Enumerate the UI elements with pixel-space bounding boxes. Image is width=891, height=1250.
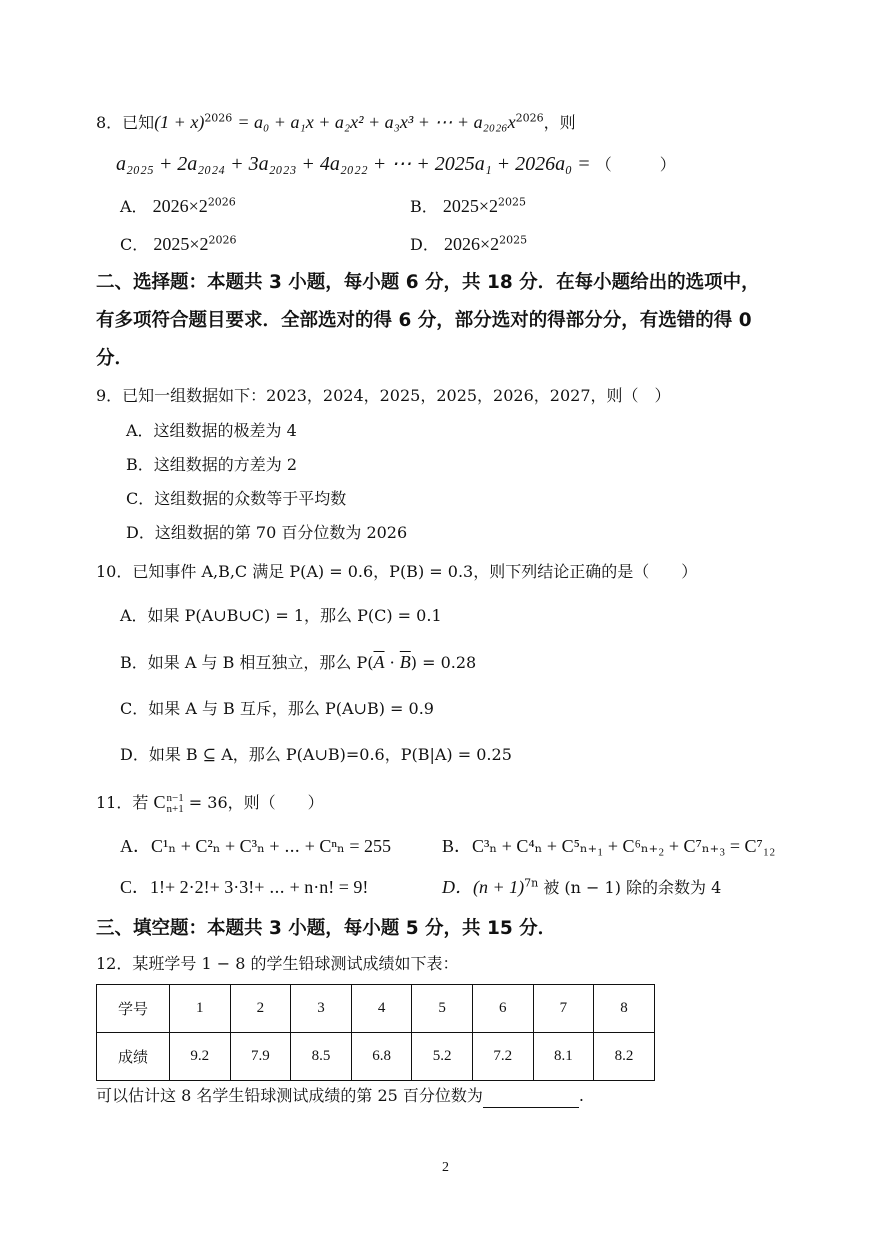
- q11-prefix: 11．若: [96, 793, 149, 812]
- scores-table: [96, 984, 655, 1081]
- q12-question: [96, 1084, 584, 1108]
- table-cell: 8: [594, 985, 655, 1033]
- table-cell: 5.2: [412, 1033, 473, 1081]
- table-cell: 1: [170, 985, 231, 1033]
- table-cell: 9.2: [170, 1033, 231, 1081]
- q11-option-a: A．C¹ₙ + C²ₙ + C³ₙ + ⋯ + Cⁿₙ = 255: [120, 836, 391, 856]
- section2-heading: [96, 264, 796, 378]
- q11-c-sup: n−1: [166, 791, 184, 804]
- table-row: [97, 1033, 655, 1081]
- option-value: 2025×2: [153, 234, 209, 254]
- table-header-score: 成绩: [97, 1033, 170, 1081]
- table-cell: 4: [351, 985, 412, 1033]
- q11-option-d: [442, 875, 721, 900]
- q11-combination: C n−1 n+1: [153, 791, 184, 815]
- option-value: 2025×2: [442, 196, 499, 216]
- table-header-id: 学号: [97, 985, 170, 1033]
- table-cell: 7.9: [230, 1033, 291, 1081]
- q10-optb-a-complement: $\overline{A}$: [373, 652, 385, 672]
- option-label: A．: [120, 197, 148, 216]
- option-sup: 2025: [499, 233, 528, 247]
- table-cell: 3: [291, 985, 352, 1033]
- q9-option-a: A．这组数据的极差为 4: [126, 421, 297, 440]
- section2-line1: 二、选择题：本题共 3 小题，每小题 6 分，共 18 分．在每小题给出的选项中，: [96, 272, 760, 293]
- table-cell: 5: [412, 985, 473, 1033]
- q12-stem: 12．某班学号 1 − 8 的学生铅球测试成绩如下表：: [96, 954, 459, 973]
- q9-option-d: D．这组数据的第 70 百分位数为 2026: [126, 523, 408, 542]
- table-cell: 8.5: [291, 1033, 352, 1081]
- q8-expression: a₂₀₂₅ + 2a₂₀₂₄ + 3a₂₀₂₃ + 4a₂₀₂₂ + ⋯ + 2025a₁ + 2026a₀ =: [116, 153, 591, 175]
- q11-option-b: B．C³ₙ + C⁴ₙ + C⁵ₙ₊₁ + C⁶ₙ₊₂ + C⁷ₙ₊₃ = C⁷₁₂: [442, 836, 776, 856]
- section3-heading: 三、填空题：本题共 3 小题，每小题 5 分，共 15 分．: [96, 918, 557, 939]
- q8-answer-bracket: （ ）: [595, 155, 676, 174]
- option-label: B．: [410, 197, 438, 216]
- q12-question-text: 可以估计这 8 名学生铅球测试成绩的第 25 百分位数为: [96, 1086, 483, 1105]
- q10-option-b: [120, 650, 476, 675]
- option-sup: 2026: [207, 195, 236, 209]
- q8-line1: [96, 110, 576, 135]
- q10-option-c: C．如果 A 与 B 互斥，那么 P(A∪B) = 0.9: [120, 699, 434, 718]
- q8-option-a: [120, 194, 236, 219]
- table-row: [97, 985, 655, 1033]
- table-cell: 8.2: [594, 1033, 655, 1081]
- q8-expr2: = a₀ + a₁x + a₂x² + a₃x³ + ⋯ + a₂₀₂₆x: [237, 112, 516, 132]
- option-value: 2026×2: [152, 196, 208, 216]
- q11-stem: [96, 790, 324, 815]
- q10-stem: 10．已知事件 A,B,C 满足 P(A) = 0.6，P(B) = 0.3，则下列结论正确的是（ ）: [96, 562, 698, 581]
- q8-prefix: 8．已知: [96, 113, 155, 132]
- q10-optb-dot: ·: [384, 653, 400, 672]
- table-cell: 7: [533, 985, 594, 1033]
- q11-optd-sup: 7n: [524, 876, 539, 890]
- q11-c-sub: n+1: [166, 802, 184, 815]
- option-sup: 2026: [208, 233, 237, 247]
- table-cell: 6: [472, 985, 533, 1033]
- q9-option-c: C．这组数据的众数等于平均数: [126, 489, 347, 508]
- table-cell: 7.2: [472, 1033, 533, 1081]
- option-label: D．: [410, 235, 439, 254]
- answer-blank[interactable]: [483, 1091, 579, 1108]
- q9-option-b: B．这组数据的方差为 2: [126, 455, 298, 474]
- q8-suffix: ，则: [543, 113, 576, 132]
- q10-optb-pre: B．如果 A 与 B 相互独立，那么 P(: [120, 653, 374, 672]
- q8-expr2-sup: 2026: [515, 111, 544, 125]
- q8-option-c: [120, 232, 237, 257]
- q8-expr1: (1 + x): [154, 112, 205, 132]
- table-cell: 6.8: [351, 1033, 412, 1081]
- table-cell: 2: [230, 985, 291, 1033]
- table-cell: 8.1: [533, 1033, 594, 1081]
- option-label: C．: [120, 235, 149, 254]
- q11-suffix: = 36，则（ ）: [188, 793, 324, 812]
- q8-option-d: [410, 232, 527, 257]
- q11-optd-post: 被 (n − 1) 除的余数为 4: [538, 878, 722, 897]
- q8-expr1-sup: 2026: [204, 111, 233, 125]
- q8-line2: [116, 152, 676, 177]
- option-value: 2026×2: [443, 234, 500, 254]
- q10-option-a: A．如果 P(A∪B∪C) = 1，那么 P(C) = 0.1: [120, 606, 442, 625]
- q9-stem: 9．已知一组数据如下：2023，2024，2025，2025，2026，2027，则（ ）: [96, 386, 671, 405]
- option-sup: 2025: [498, 195, 527, 209]
- q10-optb-post: ) = 0.28: [410, 653, 477, 672]
- page-number: 2: [442, 1160, 449, 1175]
- section2-line3: 分．: [96, 348, 134, 369]
- q10-option-d: D．如果 B ⊆ A，那么 P(A∪B)=0.6，P(B|A) = 0.25: [120, 745, 512, 764]
- q10-optb-b-complement: $\overline{B}$: [399, 652, 411, 672]
- q8-option-b: [410, 194, 526, 219]
- q11-option-c: C．1!+ 2·2!+ 3·3!+ ⋯ + n·n! = 9!: [120, 877, 369, 897]
- q12-end: .: [578, 1086, 584, 1105]
- q11-optd-pre: D．(n + 1): [442, 877, 525, 897]
- section2-line2: 有多项符合题目要求．全部选对的得 6 分，部分选对的得部分分，有选错的得 0: [96, 310, 752, 331]
